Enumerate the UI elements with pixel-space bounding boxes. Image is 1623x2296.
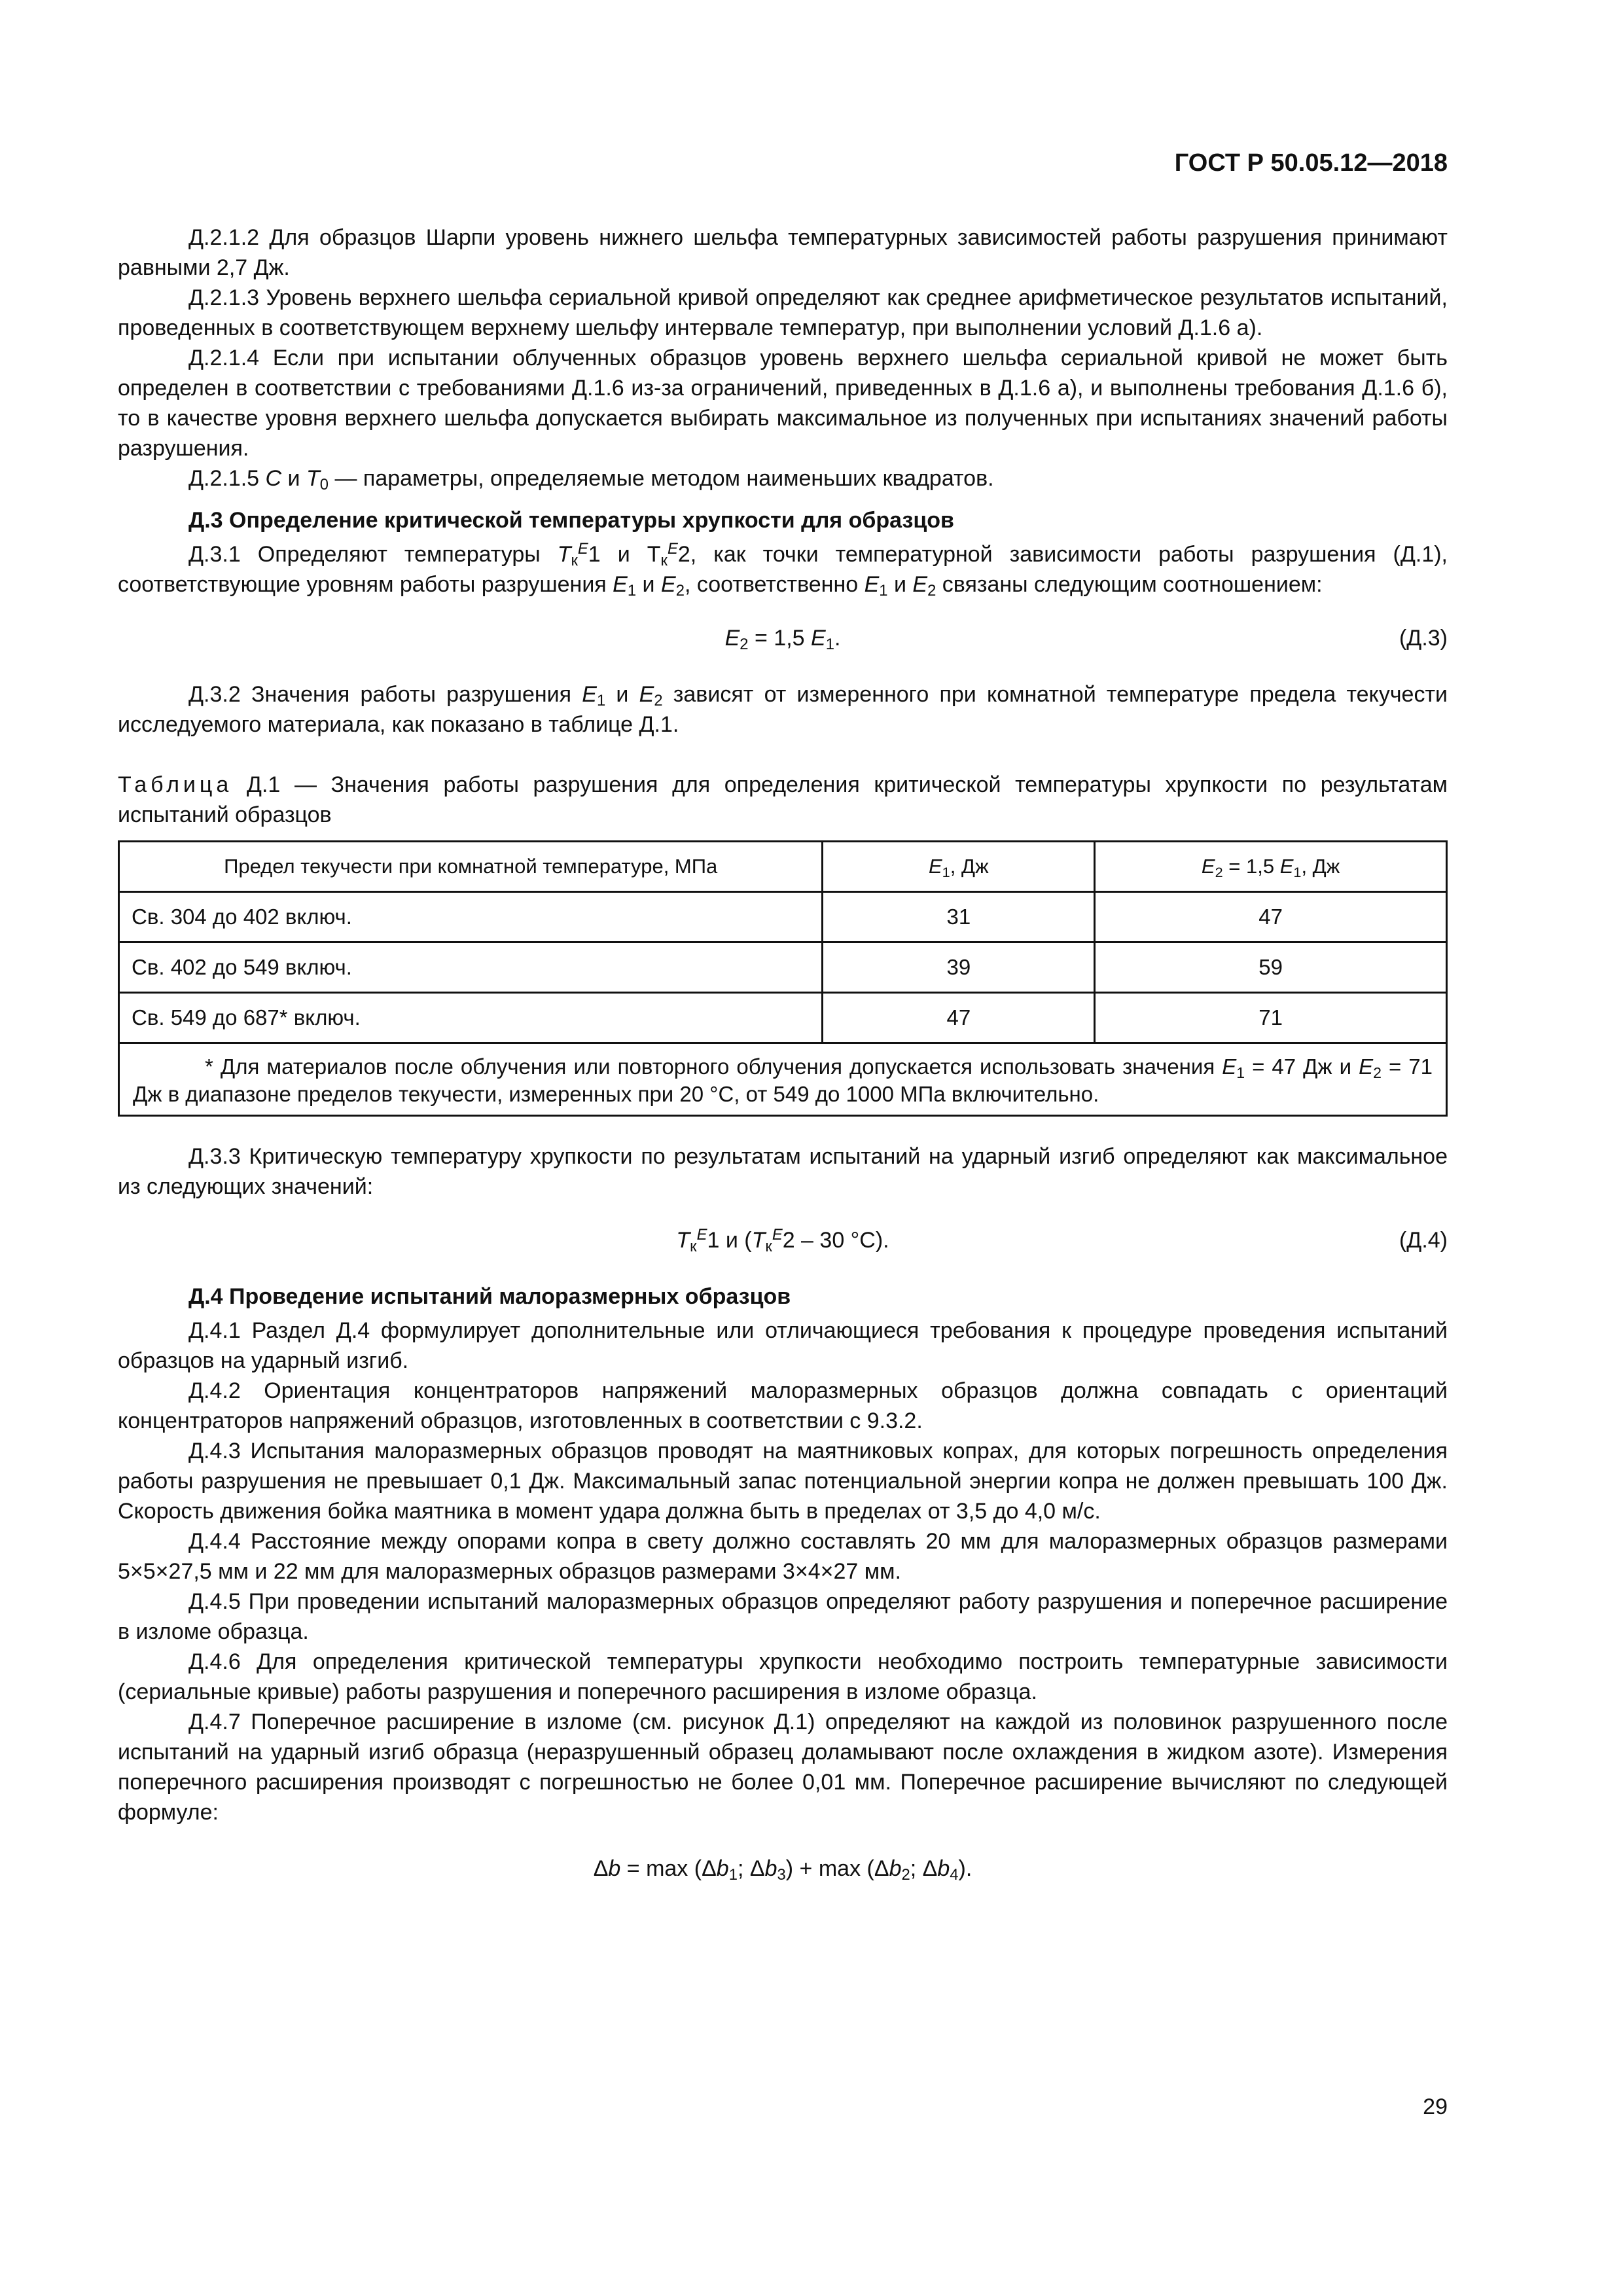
- formula-d4-expression: $T_к^E1$ и ($T_к^E2 - 30$ °С).: [676, 1226, 889, 1255]
- table-row: [119, 993, 1447, 1043]
- table-footnote: * Для материалов после облучения или повторного облучения допускается использовать значения $E_1 = 47$ Дж и $E_2 = 71$ Дж в диапазоне пределов текучести, измеренных при 20 °С, от 549 до 1000 МПа включительно.: [119, 1043, 1447, 1116]
- paragraph-d3-3: Д.3.3 Критическую температуру хрупкости по результатам испытаний на ударный изгиб определяют как максимальное из следующих значений:: [118, 1144, 1448, 1199]
- formula-delta-b: [118, 1854, 1448, 1884]
- section-title-d4: Д.4 Проведение испытаний малоразмерных образцов: [188, 1284, 791, 1309]
- page-number: 29: [1423, 2094, 1448, 2119]
- section-title-d3: Д.3 Определение критической температуры хрупкости для образцов: [188, 508, 954, 533]
- header-yield-strength: Предел текучести при комнатной температуре, МПа: [119, 842, 823, 892]
- header-e2: $E_2 = 1,5$ $E_1$, Дж: [1095, 842, 1447, 892]
- paragraph-d4-6: Д.4.6 Для определения критической температуры хрупкости необходимо построить температурные зависимости (сериальные кривые) работы разрушения и поперечного расширения в изломе образца.: [118, 1649, 1448, 1704]
- cell-range: Св. 402 до 549 включ.: [119, 942, 823, 993]
- formula-d4-number: (Д.4): [1399, 1228, 1448, 1253]
- cell-e2: 71: [1095, 993, 1447, 1043]
- formula-delta-b-expression: $\Delta b = \max (\Delta b_1$; $\Delta b_3) + \max (\Delta b_2$; $\Delta b_4$).: [593, 1856, 972, 1884]
- document-body: [118, 223, 1448, 1910]
- paragraph-d4-2: Д.4.2 Ориентация концентраторов напряжений малоразмерных образцов должна совпадать с ориентаций концентраторов напряжений образцов, изготовленных в соответствии с 9.3.2.: [118, 1378, 1448, 1433]
- table-row: [119, 892, 1447, 942]
- paragraph-d3-1: Д.3.1 Определяют температуры $T_к^E1$ и $T_к^E2$, как точки температурной зависимости работы разрушения (Д.1), соответствующие уровням работы разрушения $E_1$ и $E_2$, соответственно $E_1$ и $E_2$ связаны следующим соотношением:: [118, 540, 1448, 600]
- paragraph-d4-4: Д.4.4 Расстояние между опорами копра в свету должно составлять 20 мм для малоразмерных образцов размерами 5×5×27,5 мм и 22 мм для малоразмерных образцов размерами 3×4×27 мм.: [118, 1529, 1448, 1584]
- table-row: [119, 942, 1447, 993]
- cell-e2: 59: [1095, 942, 1447, 993]
- paragraph-d2-1-3: Д.2.1.3 Уровень верхнего шельфа сериальной кривой определяют как среднее арифметическое результатов испытаний, проведенных в соответствующем верхнему шельфу интервале температур, при выполнении условий Д.1.6 а).: [118, 285, 1448, 340]
- formula-d3-number: (Д.3): [1399, 626, 1448, 651]
- table-footnote-row: [119, 1043, 1447, 1116]
- cell-range: Св. 304 до 402 включ.: [119, 892, 823, 942]
- paragraph-d4-7: Д.4.7 Поперечное расширение в изломе (см. рисунок Д.1) определяют на каждой из половинок разрушенного после испытаний на ударный изгиб образца (неразрушенный образец доламывают после охлаждения в жидком азоте). Измерения поперечного расширения производят с погрешностью не более 0,01 мм. Поперечное расширение вычисляют по следующей формуле:: [118, 1710, 1448, 1825]
- formula-d3-expression: $E_2 = 1,5$ $E_1$.: [724, 626, 841, 653]
- paragraph-d2-1-5: Д.2.1.5 C и $T_0$ — параметры, определяемые методом наименьших квадратов.: [188, 466, 994, 493]
- cell-e1: 47: [823, 993, 1095, 1043]
- paragraph-d2-1-4: Д.2.1.4 Если при испытании облученных образцов уровень верхнего шельфа сериальной кривой не может быть определен в соответствии с требованиями Д.1.6 из-за ограничений, приведенных в Д.1.6 а), и выполнены требования Д.1.6 б), то в качестве уровня верхнего шельфа допускается выбирать максимальное из полученных при испытаниях значений работы разрушения.: [118, 346, 1448, 461]
- header-e1: $E_1$, Дж: [823, 842, 1095, 892]
- table-caption: Таблица Д.1 — Значения работы разрушения для определения критической температуры хрупкости по результатам испытаний образцов: [118, 772, 1448, 827]
- paragraph-d2-1-2: Д.2.1.2 Для образцов Шарпи уровень нижнего шельфа температурных зависимостей работы разрушения принимают равными 2,7 Дж.: [118, 225, 1448, 280]
- cell-e1: 31: [823, 892, 1095, 942]
- cell-e2: 47: [1095, 892, 1447, 942]
- cell-range: Св. 549 до 687* включ.: [119, 993, 823, 1043]
- table-d1: [118, 840, 1448, 1117]
- cell-e1: 39: [823, 942, 1095, 993]
- table-header-row: [119, 842, 1447, 892]
- paragraph-d4-5: Д.4.5 При проведении испытаний малоразмерных образцов определяют работу разрушения и поперечное расширение в изломе образца.: [118, 1589, 1448, 1644]
- paragraph-d3-2: Д.3.2 Значения работы разрушения $E_1$ и $E_2$ зависят от измеренного при комнатной температуре предела текучести исследуемого материала, как показано в таблице Д.1.: [118, 682, 1448, 737]
- paragraph-d4-1: Д.4.1 Раздел Д.4 формулирует дополнительные или отличающиеся требования к процедуре проведения испытаний образцов на ударный изгиб.: [118, 1318, 1448, 1373]
- document-header: ГОСТ Р 50.05.12—2018: [1174, 149, 1448, 177]
- paragraph-d4-3: Д.4.3 Испытания малоразмерных образцов проводят на маятниковых копрах, для которых погрешность определения работы разрушения не превышает 0,1 Дж. Максимальный запас потенциальной энергии копра не должен превышать 100 Дж. Скорость движения бойка маятника в момент удара должна быть в пределах от 3,5 до 4,0 м/с.: [118, 1439, 1448, 1524]
- formula-d3: [118, 623, 1448, 653]
- formula-d4: [118, 1225, 1448, 1255]
